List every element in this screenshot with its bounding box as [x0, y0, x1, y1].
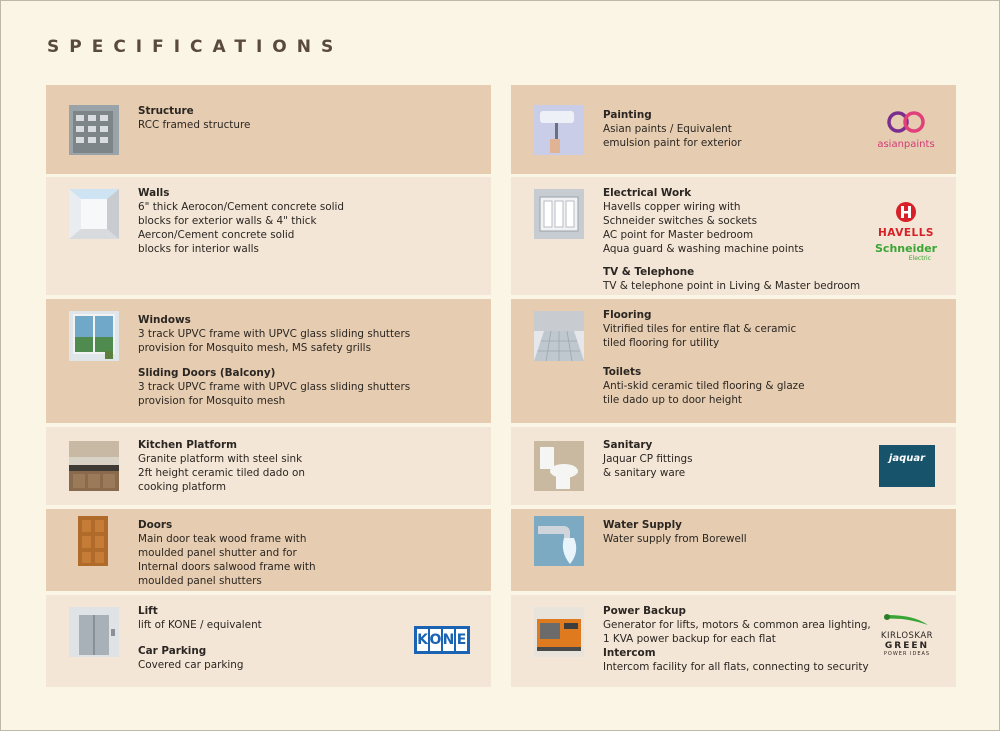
windows-heading: Windows — [138, 314, 191, 326]
water-supply-section — [511, 509, 956, 591]
sliding-doors-heading: Sliding Doors (Balcony) — [138, 367, 276, 379]
electrical-section — [511, 177, 956, 295]
painting-text: Asian paints / Equivalent emulsion paint for exterior — [603, 123, 742, 149]
kitchen-icon — [69, 441, 119, 491]
lift-text: lift of KONE / equivalent — [138, 619, 262, 631]
paint-roller-icon — [534, 105, 584, 155]
intercom-text: Intercom facility for all flats, connecting to security — [603, 661, 869, 673]
sliding-doors-text: 3 track UPVC frame with UPVC glass sliding shutters provision for Mosquito mesh — [138, 381, 411, 407]
asian-paints-mark-icon — [886, 109, 926, 135]
painting-section — [511, 85, 956, 174]
generator-icon — [534, 607, 584, 657]
schneider-sub: Electric — [908, 255, 931, 262]
sanitary-text: Jaquar CP fittings & sanitary ware — [603, 453, 693, 479]
sanitary-heading: Sanitary — [603, 439, 653, 451]
power-backup-text: Generator for lifts, motors & common area lighting, 1 KVA power backup for each flat — [603, 619, 871, 645]
car-parking-heading: Car Parking — [138, 645, 207, 657]
asian-paints-wordmark: asianpaints — [877, 139, 935, 150]
kone-letter: O — [430, 629, 441, 651]
lift-icon — [69, 607, 119, 657]
havells-wordmark: HAVELLS — [878, 227, 934, 239]
sanitary-section — [511, 427, 956, 505]
jaquar-logo — [879, 445, 935, 487]
window-icon — [69, 311, 119, 361]
green-sub: POWER IDEAS — [883, 651, 931, 657]
switch-icon — [534, 189, 584, 239]
kirloskar-green-logo — [877, 611, 937, 657]
electrical-heading: Electrical Work — [603, 187, 692, 199]
windows-text: 3 track UPVC frame with UPVC glass sliding shutters provision for Mosquito mesh, MS safety grills — [138, 328, 411, 354]
painting-heading: Painting — [603, 109, 652, 121]
walls-heading: Walls — [138, 187, 170, 199]
structure-heading: Structure — [138, 105, 194, 117]
toilets-heading: Toilets — [603, 366, 642, 378]
door-icon — [78, 516, 108, 566]
power-backup-section — [511, 595, 956, 687]
kone-letter: K — [417, 629, 428, 651]
structure-icon — [69, 105, 119, 155]
structure-section — [46, 85, 491, 174]
kone-logo — [414, 626, 470, 654]
water-supply-heading: Water Supply — [603, 519, 682, 531]
power-backup-heading: Power Backup — [603, 605, 686, 617]
kone-letter: N — [443, 629, 454, 651]
flooring-heading: Flooring — [603, 309, 652, 321]
doors-section — [46, 509, 491, 591]
jaquar-wordmark: jaquar — [888, 453, 926, 464]
flooring-icon — [534, 311, 584, 361]
structure-text: RCC framed structure — [138, 119, 251, 131]
flooring-text: Vitrified tiles for entire flat & ceramic tiled flooring for utility — [603, 323, 797, 349]
water-supply-text: Water supply from Borewell — [603, 533, 747, 545]
havells-mark-icon — [893, 201, 919, 223]
green-wordmark: GREEN — [884, 641, 930, 651]
toilet-icon — [534, 441, 584, 491]
water-tap-icon — [534, 516, 584, 566]
kitchen-text: Granite platform with steel sink 2ft height ceramic tiled dado on cooking platform — [138, 453, 305, 493]
doors-text: Main door teak wood frame with moulded panel shutter and for Internal doors salwood frame with moulded panel shutters — [138, 533, 316, 587]
schneider-wordmark: Schneider — [875, 242, 938, 255]
windows-section — [46, 299, 491, 423]
flooring-section — [511, 299, 956, 423]
chilli-icon — [880, 611, 934, 627]
kitchen-heading: Kitchen Platform — [138, 439, 237, 451]
kitchen-section — [46, 427, 491, 505]
lift-heading: Lift — [138, 605, 158, 617]
tv-telephone-text: TV & telephone point in Living & Master bedroom — [603, 280, 861, 292]
intercom-heading: Intercom — [603, 647, 656, 659]
kone-letter: E — [456, 629, 467, 651]
walls-section — [46, 177, 491, 295]
schneider-logo — [875, 243, 937, 262]
page-title: SPECIFICATIONS — [47, 37, 344, 57]
doors-heading: Doors — [138, 519, 173, 531]
havells-logo — [877, 201, 935, 239]
kirloskar-wordmark: KIRLOSKAR — [880, 631, 934, 641]
electrical-text: Havells copper wiring with Schneider switches & sockets AC point for Master bedroom Aqua guard & washing machine points — [603, 201, 804, 255]
walls-text: 6" thick Aerocon/Cement concrete solid blocks for exterior walls & 4" thick Aercon/Cement concrete solid blocks for interior walls — [138, 201, 344, 255]
car-parking-text: Covered car parking — [138, 659, 244, 671]
lift-section — [46, 595, 491, 687]
tv-telephone-heading: TV & Telephone — [603, 266, 695, 278]
asian-paints-logo — [875, 109, 937, 150]
toilets-text: Anti-skid ceramic tiled flooring & glaze tile dado up to door height — [603, 380, 805, 406]
walls-icon — [69, 189, 119, 239]
